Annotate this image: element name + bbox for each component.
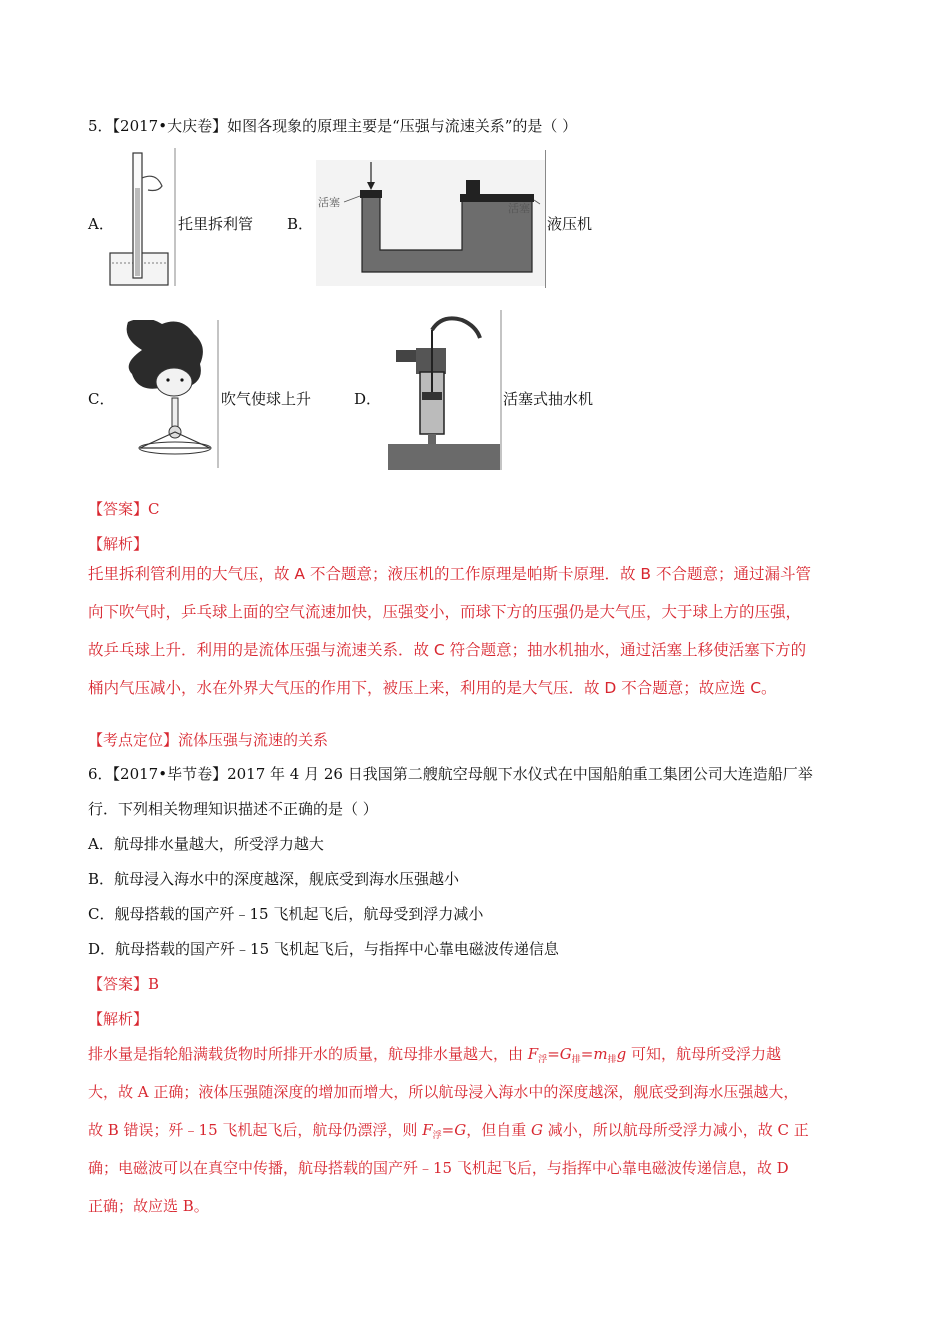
q5-answer-label: 【答案】 (88, 500, 149, 518)
q6-analysis-line-4: 确；电磁波可以在真空中传播，航母搭载的国产歼﹣15 飞机起飞后，与指挥中心靠电磁波传递信息，故 D (88, 1159, 789, 1177)
torricelli-tube-figure (108, 148, 178, 288)
formula-g: G (454, 1121, 467, 1139)
q5-analysis-line-4: 桶内气压减小，水在外界大气压的作用下，被压上来，利用的是大气压．故 D 不合题意；故应选 C。 (88, 679, 777, 697)
q6-analysis-line-3 (88, 1120, 809, 1146)
q6-a3-mid: ，但自重 (466, 1121, 531, 1139)
formula-eq: = (580, 1045, 594, 1063)
q6-stem-line-1: 6．【2017•毕节卷】2017 年 4 月 26 日我国第二艘航空母舰下水仪式在中国船舶重工集团公司大连造船厂举 (88, 765, 813, 783)
q6-option-b: B．航母浸入海水中的深度越深，舰底受到海水压强越小 (88, 870, 460, 888)
q5-kaodian (88, 730, 328, 750)
q5-analysis-line-3: 故乒乓球上升．利用的是流体压强与流速关系．故 C 符合题意；抽水机抽水，通过活塞上移使活塞下方的 (88, 641, 807, 659)
q6-analysis-line-2: 大，故 A 正确；液体压强随深度的增加而增大，所以航母浸入海水中的深度越深，舰底受到海水压强越大， (88, 1083, 799, 1101)
formula-g: G (559, 1045, 572, 1063)
q5-option-c-letter: C． (88, 390, 115, 408)
q5-option-d-letter: D． (354, 390, 382, 408)
formula-f-sub: 浮 (538, 1055, 548, 1065)
q6-analysis-label: 【解析】 (88, 1010, 149, 1028)
formula-g: G (530, 1121, 543, 1139)
formula-f: F (527, 1045, 539, 1063)
q5-option-d-caption: 活塞式抽水机 (503, 390, 594, 408)
q6-option-d: D．航母搭载的国产歼﹣15 飞机起飞后，与指挥中心靠电磁波传递信息 (88, 940, 559, 958)
q5-kaodian-value: 流体压强与流速的关系 (178, 731, 329, 749)
formula-eq: = (441, 1121, 455, 1139)
formula-small-g: g (616, 1045, 627, 1063)
formula-f-sub: 浮 (432, 1131, 442, 1141)
q6-a3-tail: 减小，所以航母所受浮力减小，故 C 正 (542, 1121, 809, 1139)
q5-analysis-label: 【解析】 (88, 535, 149, 553)
q6-analysis-line-1 (88, 1044, 781, 1070)
formula-eq: = (547, 1045, 560, 1063)
hydraulic-right-label: 活塞 (508, 202, 530, 215)
q5-option-b-caption: 液压机 (547, 215, 593, 233)
q6-answer-label: 【答案】 (88, 975, 149, 993)
q6-analysis-line-5: 正确；故应选 B。 (88, 1197, 209, 1215)
formula-m: m (593, 1045, 608, 1063)
q6-option-a: A．航母排水量越大，所受浮力越大 (88, 835, 324, 853)
formula-f: F (422, 1121, 433, 1139)
option-b-divider (545, 150, 546, 288)
q5-analysis-line-1: 托里拆利管利用的大气压，故 A 不合题意；液压机的工作原理是帕斯卡原理．故 B 不合题意；通过漏斗管 (88, 565, 811, 583)
formula-g-sub: 排 (571, 1055, 581, 1065)
q5-option-a-caption: 托里拆利管 (178, 215, 254, 233)
q6-stem-line-2: 行．下列相关物理知识描述不正确的是（ ） (88, 800, 378, 818)
hydraulic-left-label: 活塞 (318, 196, 340, 209)
q5-option-c-caption: 吹气使球上升 (221, 390, 312, 408)
q6-answer (88, 974, 159, 994)
q5-answer-value: C (148, 500, 160, 518)
q6-a1-tail: 可知，航母所受浮力越 (626, 1045, 782, 1063)
blowing-ball-figure (112, 320, 220, 470)
q6-a3-text: 故 B 错误；歼﹣15 飞机起飞后，航母仍漂浮，则 (88, 1121, 423, 1139)
piston-pump-figure (386, 310, 504, 472)
q5-answer (88, 499, 160, 519)
q5-option-b-letter: B． (287, 215, 314, 233)
formula-m-sub: 排 (607, 1055, 617, 1065)
q5-analysis-line-2: 向下吹气时，乒乓球上面的空气流速加快，压强变小，而球下方的压强仍是大气压，大于球上方的压强， (88, 603, 802, 621)
q6-option-c: C．舰母搭载的国产歼﹣15 飞机起飞后，航母受到浮力减小 (88, 905, 484, 923)
q5-option-a-letter: A． (88, 215, 114, 233)
hydraulic-press-figure (316, 160, 546, 288)
q5-stem: 5．【2017•大庆卷】如图各现象的原理主要是“压强与流速关系”的是（ ） (88, 117, 578, 135)
q6-answer-value: B (148, 975, 160, 993)
q6-a1-text: 排水量是指轮船满载货物时所排开水的质量，航母排水量越大，由 (88, 1045, 528, 1063)
q5-kaodian-label: 【考点定位】 (88, 731, 179, 749)
